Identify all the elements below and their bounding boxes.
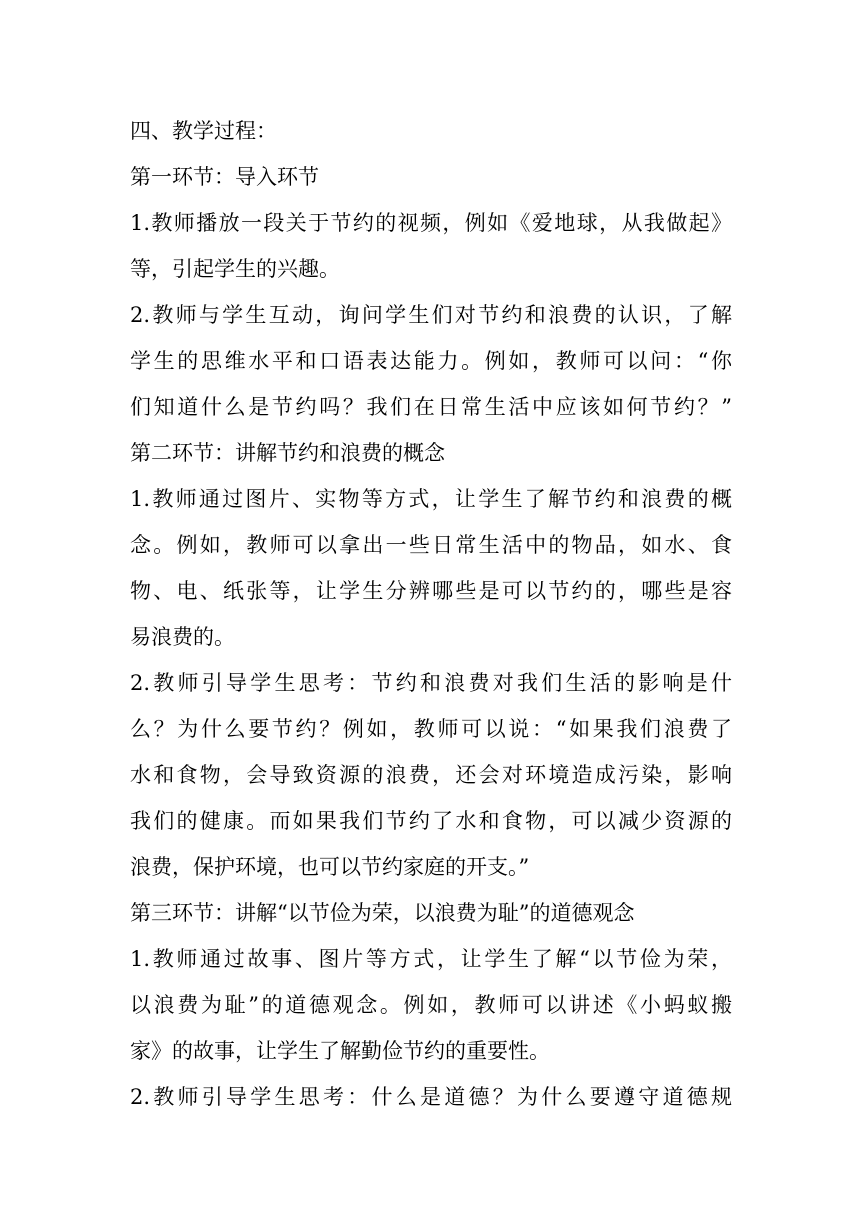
section-heading: 四、教学过程： <box>130 119 277 143</box>
document-body <box>130 108 732 1120</box>
paragraph-line: 以浪费为耻”的道德观念。例如，教师可以讲述《小蚂蚁搬 <box>130 993 732 1017</box>
paragraph-line: 么？为什么要节约？例如，教师可以说：“如果我们浪费了 <box>130 717 732 741</box>
subsection-heading: 第一环节：导入环节 <box>130 165 319 189</box>
paragraph-line: 等，引起学生的兴趣。 <box>130 257 340 281</box>
paragraph-line: 家》的故事，让学生了解勤俭节约的重要性。 <box>130 1039 550 1063</box>
paragraph-line: 们知道什么是节约吗？我们在日常生活中应该如何节约？” <box>130 395 732 419</box>
paragraph-line: 1.教师通过图片、实物等方式，让学生了解节约和浪费的概 <box>130 487 732 511</box>
paragraph-line: 2.教师引导学生思考：什么是道德？为什么要遵守道德规 <box>130 1085 732 1109</box>
paragraph-line: 1.教师播放一段关于节约的视频，例如《爱地球，从我做起》 <box>130 211 732 235</box>
paragraph-line: 我们的健康。而如果我们节约了水和食物，可以减少资源的 <box>130 809 732 833</box>
paragraph-line: 浪费，保护环境，也可以节约家庭的开支。” <box>130 855 530 879</box>
paragraph-line: 2.教师引导学生思考：节约和浪费对我们生活的影响是什 <box>130 671 732 695</box>
subsection-heading: 第三环节：讲解“以节俭为荣，以浪费为耻”的道德观念 <box>130 901 635 925</box>
paragraph-line: 念。例如，教师可以拿出一些日常生活中的物品，如水、食 <box>130 533 732 557</box>
paragraph-line: 物、电、纸张等，让学生分辨哪些是可以节约的，哪些是容 <box>130 579 732 603</box>
paragraph-line: 水和食物，会导致资源的浪费，还会对环境造成污染，影响 <box>130 763 732 787</box>
paragraph-line: 易浪费的。 <box>130 625 235 649</box>
subsection-heading: 第二环节：讲解节约和浪费的概念 <box>130 441 445 465</box>
paragraph-line: 学生的思维水平和口语表达能力。例如，教师可以问：“你 <box>130 349 732 373</box>
paragraph-line: 2.教师与学生互动，询问学生们对节约和浪费的认识，了解 <box>130 303 732 327</box>
paragraph-line: 1.教师通过故事、图片等方式，让学生了解“以节俭为荣， <box>130 947 732 971</box>
